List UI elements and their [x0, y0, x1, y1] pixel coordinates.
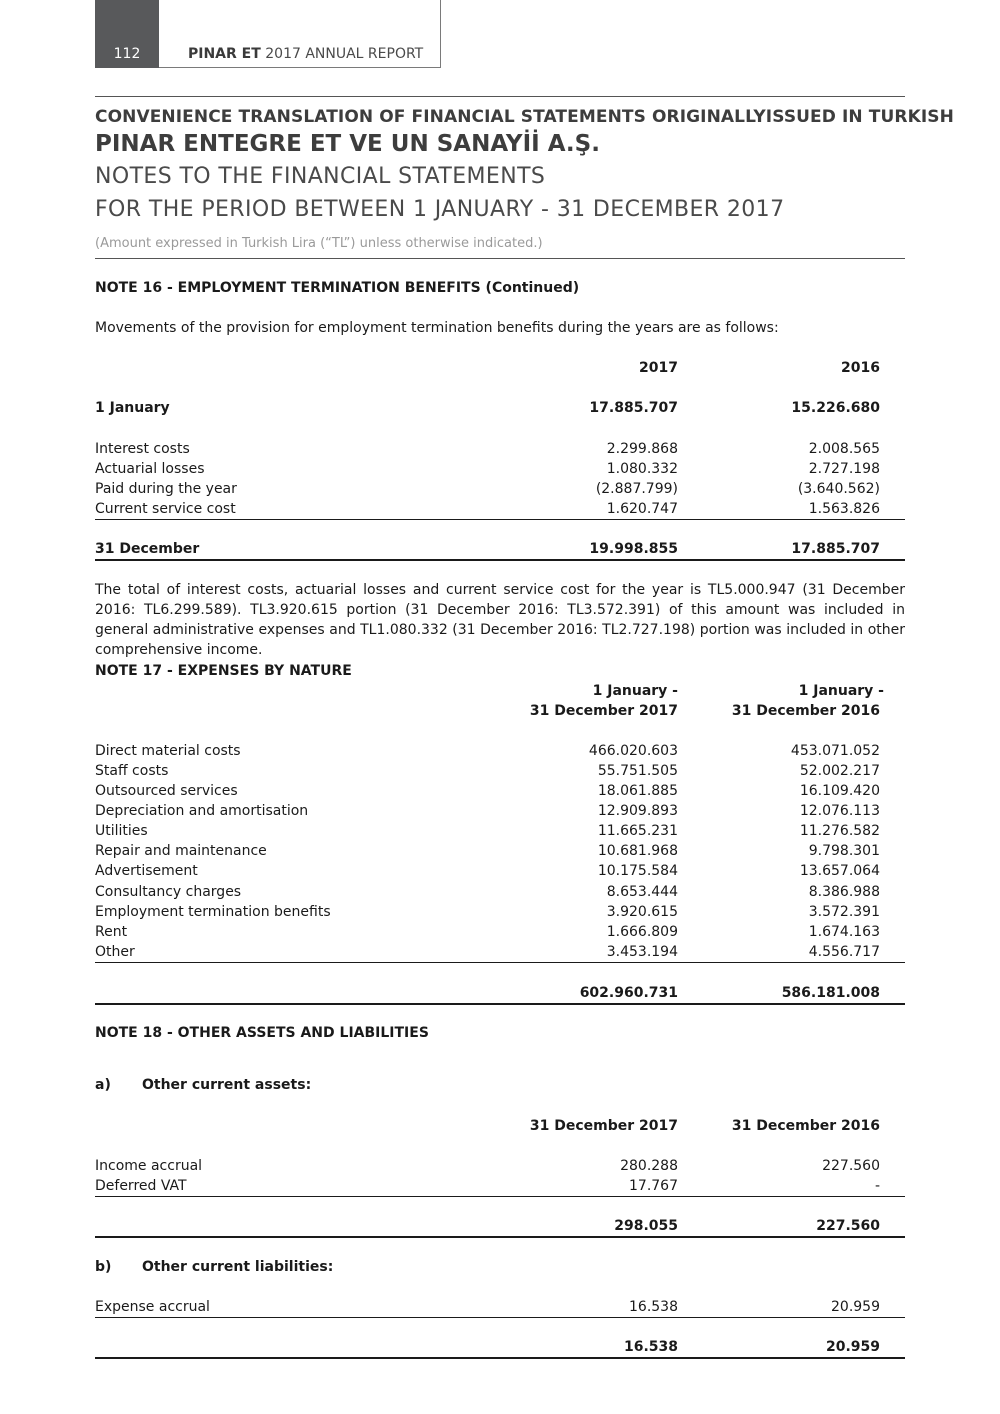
total-rule [95, 559, 905, 561]
table-row-value-2017: 3.453.194 [606, 944, 678, 960]
table-row-value-2017: 55.751.505 [597, 763, 678, 779]
note18a-marker: a) [95, 1077, 111, 1093]
table-row-label: Direct material costs [95, 743, 241, 759]
table-row-label: Deferred VAT [95, 1178, 187, 1194]
report-title: 2017 ANNUAL REPORT [265, 46, 424, 62]
note18b-marker: b) [95, 1259, 112, 1275]
table-row-value-2017: 17.767 [629, 1178, 678, 1194]
note18b-title: Other current liabilities: [142, 1259, 334, 1275]
total-rule [95, 1236, 905, 1238]
table-row-value-2016: 2.008.565 [808, 441, 880, 457]
note18a-total-2017: 298.055 [614, 1218, 678, 1234]
note16-opening-2017: 17.885.707 [589, 400, 678, 416]
table-row-value-2016: - [874, 1178, 880, 1194]
note16-closing-2017: 19.998.855 [589, 541, 678, 557]
table-row-value-2017: 1.666.809 [606, 924, 678, 940]
table-row-value-2016: 4.556.717 [808, 944, 880, 960]
table-row-value-2017: 10.681.968 [597, 843, 678, 859]
note17-col2-header-line1: 1 January - [798, 683, 884, 699]
table-row-value-2017: 8.653.444 [606, 884, 678, 900]
table-row-value-2016: 20.959 [831, 1299, 880, 1315]
table-row-label: Current service cost [95, 501, 236, 517]
table-row-value-2017: 18.061.885 [597, 783, 678, 799]
note16-paragraph: The total of interest costs, actuarial losses and current service cost for the year is TL5.000.947 (31 December 2016: TL6.299.589). TL3.920.615 portion (31 December 2016: TL3.572.391) of this amount was included in general administrative expenses and TL1.080.332 (31 December 2016: TL2.727.198) portion was included in other comprehensive income. [95, 582, 905, 658]
table-row-value-2016: 13.657.064 [799, 863, 880, 879]
table-row-label: Consultancy charges [95, 884, 242, 900]
table-row-label: Actuarial losses [95, 461, 205, 477]
note17-col2-header-line2: 31 December 2016 [731, 703, 880, 719]
table-row-label: Other [95, 944, 135, 960]
table-row-value-2016: 12.076.113 [799, 803, 880, 819]
table-row-label: Paid during the year [95, 481, 237, 497]
note17-col1-header-line2: 31 December 2017 [529, 703, 678, 719]
table-row-label: Rent [95, 924, 128, 940]
table-row-label: Interest costs [95, 441, 190, 457]
title-top-rule [95, 96, 905, 97]
total-rule [95, 1003, 905, 1005]
document-title: NOTES TO THE FINANCIAL STATEMENTS [95, 164, 546, 189]
table-row-label: Employment termination benefits [95, 904, 331, 920]
note16-heading: NOTE 16 - EMPLOYMENT TERMINATION BENEFITS (Continued) [95, 280, 580, 296]
company-name: PINAR ENTEGRE ET VE UN SANAYİİ A.Ş. [95, 131, 600, 157]
table-row-value-2017: 12.909.893 [597, 803, 678, 819]
table-row-value-2017: 280.288 [620, 1158, 678, 1174]
note16-opening-2016: 15.226.680 [791, 400, 880, 416]
table-row-value-2016: 1.674.163 [808, 924, 880, 940]
table-row-label: Repair and maintenance [95, 843, 267, 859]
note16-closing-label: 31 December [95, 541, 200, 557]
note17-col1-header-line1: 1 January - [592, 683, 678, 699]
note16-intro: Movements of the provision for employment termination benefits during the years are as follows: [95, 320, 779, 336]
table-row-value-2016: 1.563.826 [808, 501, 880, 517]
table-row-value-2016: 2.727.198 [808, 461, 880, 477]
note16-opening-label: 1 January [95, 400, 170, 416]
table-row-label: Outsourced services [95, 783, 238, 799]
table-row-value-2017: 16.538 [629, 1299, 678, 1315]
note18-heading: NOTE 18 - OTHER ASSETS AND LIABILITIES [95, 1025, 429, 1041]
table-row-value-2017: 3.920.615 [606, 904, 678, 920]
table-row-value-2017: 2.299.868 [606, 441, 678, 457]
running-header [188, 46, 423, 62]
table-row-value-2017: 1.080.332 [606, 461, 678, 477]
table-row-value-2016: 11.276.582 [799, 823, 880, 839]
note18a-col1-header: 31 December 2017 [529, 1118, 678, 1134]
note18a-col2-header: 31 December 2016 [731, 1118, 880, 1134]
table-row-label: Depreciation and amortisation [95, 803, 309, 819]
total-rule [95, 1357, 905, 1359]
note16-col1-header: 2017 [639, 360, 678, 376]
note18b-total-2016: 20.959 [825, 1339, 880, 1355]
table-row-value-2016: 3.572.391 [808, 904, 880, 920]
table-row-label: Advertisement [95, 863, 198, 879]
subtotal-rule [95, 519, 905, 520]
table-row-value-2016: 227.560 [822, 1158, 880, 1174]
note16-closing-2016: 17.885.707 [791, 541, 880, 557]
table-row-label: Utilities [95, 823, 148, 839]
table-row-value-2017: 1.620.747 [606, 501, 678, 517]
table-row-value-2016: 9.798.301 [808, 843, 880, 859]
note18b-total-2017: 16.538 [623, 1339, 678, 1355]
table-row-value-2017: 466.020.603 [588, 743, 678, 759]
note18a-total-2016: 227.560 [816, 1218, 880, 1234]
table-row-value-2016: 8.386.988 [808, 884, 880, 900]
period-title: FOR THE PERIOD BETWEEN 1 JANUARY - 31 DECEMBER 2017 [95, 197, 785, 222]
brand-name: PINAR ET [188, 46, 261, 62]
table-row-label: Income accrual [95, 1158, 203, 1174]
subtotal-rule [95, 1317, 905, 1318]
table-row-label: Expense accrual [95, 1299, 210, 1315]
table-row-value-2016: (3.640.562) [797, 481, 880, 497]
note16-col2-header: 2016 [841, 360, 880, 376]
note18a-title: Other current assets: [142, 1077, 312, 1093]
table-row-value-2017: 10.175.584 [597, 863, 678, 879]
table-row-value-2017: 11.665.231 [597, 823, 678, 839]
translation-notice: CONVENIENCE TRANSLATION OF FINANCIAL STATEMENTS ORIGINALLYISSUED IN TURKISH [95, 107, 954, 127]
table-row-value-2016: 52.002.217 [799, 763, 880, 779]
note17-heading: NOTE 17 - EXPENSES BY NATURE [95, 663, 352, 679]
subtotal-rule [95, 962, 905, 963]
note17-total-2017: 602.960.731 [579, 985, 678, 1001]
title-bottom-rule [95, 258, 905, 259]
table-row-value-2016: 16.109.420 [799, 783, 880, 799]
table-row-value-2016: 453.071.052 [790, 743, 880, 759]
table-row-value-2017: (2.887.799) [595, 481, 678, 497]
page-number: 112 [113, 46, 141, 62]
table-row-label: Staff costs [95, 763, 169, 779]
currency-note: (Amount expressed in Turkish Lira (“TL”) unless otherwise indicated.) [95, 236, 543, 251]
note17-total-2016: 586.181.008 [781, 985, 880, 1001]
subtotal-rule [95, 1196, 905, 1197]
